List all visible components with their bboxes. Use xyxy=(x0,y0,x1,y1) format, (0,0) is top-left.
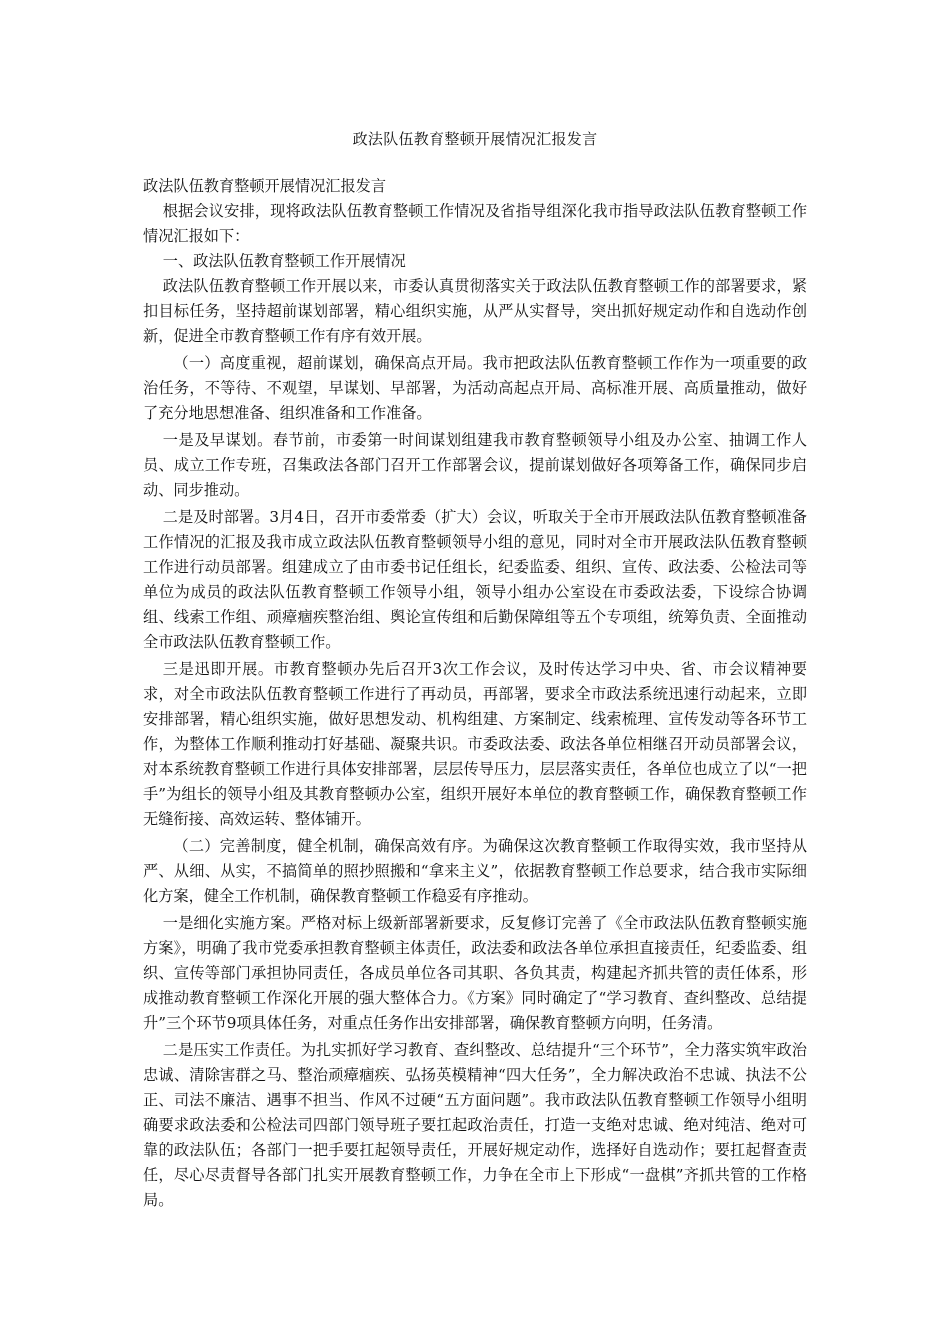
subsection-heading-1: （一）高度重视，超前谋划，确保高点开局。我市把政法队伍教育整顿工作作为一项重要的政治任务，不等待、不观望，早谋划、早部署，为活动高起点开局、高标准开展、高质量推动，做好了充分地思想准备、组织准备和工作准备。 xyxy=(143,354,807,422)
document-title: 政法队伍教育整顿开展情况汇报发言 xyxy=(352,130,598,148)
paragraph-item: 一是细化实施方案。严格对标上级新部署新要求，反复修订完善了《全市政法队伍教育整顿实施方案》，明确了我市党委承担教育整顿主体责任，政法委和政法各单位承担直接责任，纪委监委、组织、宣传等部门承担协同责任，各成员单位各司其职、各负其责，构建起齐抓共管的责任体系，形成推动教育整顿工作深化开展的强大整体合力。《方案》同时确定了“学习教育、查纠整改、总结提升”三个环节9项具体任务，对重点任务作出安排部署，确保教育整顿方向明，任务清。 xyxy=(143,914,807,1032)
paragraph-item: 二是压实工作责任。为扎实抓好学习教育、查纠整改、总结提升“三个环节”，全力落实筑牢政治忠诚、清除害群之马、整治顽瘴痼疾、弘扬英模精神“四大任务”，全力解决政治不忠诚、执法不公正、司法不廉洁、遇事不担当、作风不过硬“五方面问题”。我市政法队伍教育整顿工作领导小组明确要求政法委和公检法司四部门领导班子要扛起政治责任，打造一支绝对忠诚、绝对纯洁、绝对可靠的政法队伍；各部门一把手要扛起领导责任，开展好规定动作，选择好自选动作；要扛起督查责任，尽心尽责督导各部门扎实开展教育整顿工作，力争在全市上下形成“一盘棋”齐抓共管的工作格局。 xyxy=(143,1041,807,1209)
paragraph-item: 一是及早谋划。春节前，市委第一时间谋划组建我市教育整顿领导小组及办公室、抽调工作人员、成立工作专班，召集政法各部门召开工作部署会议，提前谋划做好各项筹备工作，确保同步启动、同步推动。 xyxy=(143,431,807,499)
paragraph-item: 三是迅即开展。市教育整顿办先后召开3次工作会议，及时传达学习中央、省、市会议精神要求，对全市政法队伍教育整顿工作进行了再动员，再部署，要求全市政法系统迅速行动起来，立即安排部署，精心组织实施，做好思想发动、机构组建、方案制定、线索梳理、宣传发动等各环节工作，为整体工作顺利推动打好基础、凝聚共识。市委政法委、政法各单位相继召开动员部署会议，对本系统教育整顿工作进行具体安排部署，层层传导压力，层层落实责任，各单位也成立了以“一把手”为组长的领导小组及其教育整顿办公室，组织开展好本单位的教育整顿工作，确保教育整顿工作无缝衔接、高效运转、整体铺开。 xyxy=(143,660,807,828)
paragraph-intro: 根据会议安排，现将政法队伍教育整顿工作情况及省指导组深化我市指导政法队伍教育整顿工作情况汇报如下： xyxy=(143,202,807,245)
paragraph-item: 二是及时部署。3月4日，召开市委常委（扩大）会议，听取关于全市开展政法队伍教育整顿准备工作情况的汇报及我市成立政法队伍教育整顿领导小组的意见，同时对全市开展政法队伍教育整顿工作进行动员部署。组建成立了由市委书记任组长，纪委监委、组织、宣传、政法委、公检法司等单位为成员的政法队伍教育整顿工作领导小组，领导小组办公室设在市委政法委，下设综合协调组、线索工作组、顽瘴痼疾整治组、舆论宣传组和后勤保障组等五个专项组，统筹负责、全面推动全市政法队伍教育整顿工作。 xyxy=(143,508,807,651)
subsection-heading-2: （二）完善制度，健全机制，确保高效有序。为确保这次教育整顿工作取得实效，我市坚持从严、从细、从实，不搞简单的照抄照搬和“拿来主义”，依据教育整顿工作总要求，结合我市实际细化方案，健全工作机制，确保教育整顿工作稳妥有序推动。 xyxy=(143,837,807,905)
section-heading-1: 一、政法队伍教育整顿工作开展情况 xyxy=(162,252,406,270)
document-body xyxy=(143,174,807,1213)
paragraph-heading: 政法队伍教育整顿开展情况汇报发言 xyxy=(143,177,386,195)
paragraph-overview: 政法队伍教育整顿工作开展以来，市委认真贯彻落实关于政法队伍教育整顿工作的部署要求，紧扣目标任务，坚持超前谋划部署，精心组织实施，从严从实督导，突出抓好规定动作和自选动作创新，促进全市教育整顿工作有序有效开展。 xyxy=(143,277,807,345)
